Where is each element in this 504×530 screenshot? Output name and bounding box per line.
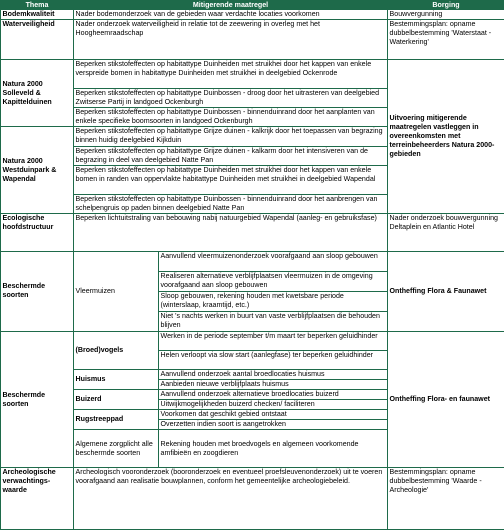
maatregel-vleer-1: Aanvullend vleermuizenonderzoek voorafgaand aan sloop gebouwen: [159, 251, 388, 271]
sub-huismus: Huismus: [74, 369, 159, 389]
table-row-eco: [1, 213, 504, 251]
table-row-archeo: [1, 468, 504, 530]
maatregel-vleer-3: Sloop gebouwen, rekening houden met kwetsbare periode (winterslaap, kraamtijd, etc.): [159, 291, 388, 311]
maatregel-vogels-1: Werken in de periode september t/m maart ter beperken geluidhinder: [159, 331, 388, 350]
theme-archeo: Archeologische verwachtings-waarde: [1, 468, 74, 530]
maatregel-eco: Beperken lichtuitstraling van bebouwing nabij natuurgebied Wapendal (aanleg- en gebruiksfase): [74, 213, 388, 251]
maatregel-natura2-1: Beperken stikstofeffecten op habitattype Grijze duinen - kalkrijk door het toepassen van begrazing binnen huidig deelgebied Kijkduin: [74, 127, 388, 146]
borging-archeo: Bestemmingsplan: opname dubbelbestemming 'Waarde - Archeologie': [388, 468, 504, 530]
theme-water: Waterveiligheid: [1, 20, 74, 60]
borging-water: Bestemmingsplan: opname dubbelbestemming 'Waterstaat - Waterkering': [388, 20, 504, 60]
maatregel-huismus-2: Aanbieden nieuwe verblijfplaats huismus: [159, 379, 388, 389]
borging-soorten-2: Ontheffing Flora- en faunawet: [388, 331, 504, 467]
theme-natura-westduinpark: Natura 2000 Westduinpark & Wapendal: [1, 127, 74, 213]
maatregel-vleer-4: Niet 's nachts werken in buurt van vaste verblijfplaatsen die behouden blijven: [159, 311, 388, 331]
maatregel-archeo: Archeologisch vooronderzoek (booronderzoek en eventueel proefsleuvenonderzoek) uit te voeren voorafgaand aan realisatie bouwplannen, conform het gemeentelijke archeologiebeleid.: [74, 468, 388, 530]
table-row-vleer-a: [1, 251, 504, 271]
theme-bodem: Bodemkwaliteit: [1, 10, 74, 20]
maatregel-natura2-3: Beperken stikstofeffecten op habitattype Duinheiden met struikhei door het kappen van enkele bomen in randen van oppervlakte habitattype Duinheiden met struikhei in deelgebied Wapendal: [74, 165, 388, 194]
borging-bodem: Bouwvergunning: [388, 10, 504, 20]
table-row-water: [1, 20, 504, 60]
maatregel-buizerd-2: Uitwijkmogelijkheden buizerd checken/ faciliteren: [159, 400, 388, 410]
borging-natura: Uitvoering mitigerende maatregelen vastleggen in overeenkomsten met terreinbeheerders Natura 2000-gebieden: [388, 60, 504, 214]
sub-rugstreeppad: Rugstreeppad: [74, 410, 159, 430]
table-row-natura1-a: [1, 60, 504, 89]
sub-buizerd: Buizerd: [74, 390, 159, 410]
theme-soorten-1: Beschermde soorten: [1, 251, 74, 331]
maatregel-vogels-2: Helen verloopt via slow start (aanlegfase) ter beperken geluidhinder: [159, 350, 388, 369]
theme-soorten-2: Beschermde soorten: [1, 331, 74, 467]
sub-broedvogels: (Broed)vogels: [74, 331, 159, 369]
maatregel-buizerd-1: Aanvullend onderzoek alternatieve broedlocaties buizerd: [159, 390, 388, 400]
sub-vleermuizen: Vleermuizen: [74, 251, 159, 331]
maatregel-rugstreeppad-1: Voorkomen dat geschikt gebied ontstaat: [159, 410, 388, 420]
theme-natura-solleveld: Natura 2000 Solleveld & Kapittelduinen: [1, 60, 74, 127]
maatregel-rugstreeppad-2: Overzetten indien soort is aangetrokken: [159, 420, 388, 430]
maatregel-natura1-3: Beperken stikstofeffecten op habitattype Duinbossen - binnenduinrand door het aanplanten van enkele specifieke boomsoorten in landgoed Ockenburgh: [74, 108, 388, 127]
header-theme: Thema: [1, 1, 74, 10]
maatregel-natura1-1: Beperken stikstofeffecten op habitattype Duinheiden met struikhei door het kappen van enkele verspreide bomen in habitattype Duinheiden met struikhei in deelgebied Ockenrode: [74, 60, 388, 89]
theme-eco: Ecologische hoofdstructuur: [1, 213, 74, 251]
header-borging: Borging: [388, 1, 504, 10]
sub-algemeen: Algemene zorgplicht alle beschermde soorten: [74, 430, 159, 468]
borging-eco: Nader onderzoek bouwvergunning Deltaplein en Atlantic Hotel: [388, 213, 504, 251]
maatregel-water: Nader onderzoek waterveiligheid in relatie tot de zeewering in overleg met het Hoogheemraadschap: [74, 20, 388, 60]
maatregel-vleer-2: Realiseren alternatieve verblijfplaatsen vleermuizen in de omgeving voorafgaand aan sloop gebouwen: [159, 271, 388, 291]
maatregel-bodem: Nader bodemonderzoek van de gebieden waar verdachte locaties voorkomen: [74, 10, 388, 20]
maatregel-natura2-2: Beperken stikstofeffecten op habitattype Grijze duinen - kalkarm door het intensiveren van de begrazing in deel van deelgebied Natte Pan: [74, 146, 388, 165]
maatregel-huismus-1: Aanvullend onderzoek aantal broedlocaties huismus: [159, 369, 388, 379]
table-header-row: [1, 1, 504, 10]
borging-soorten-1: Ontheffing Flora & Faunawet: [388, 251, 504, 331]
maatregel-natura2-4: Beperken stikstofeffecten op habitattype Duinbossen - binnenduinrand door het aanbrengen van schelpengruis op paden binnen deelgebied Natte Pan: [74, 194, 388, 213]
table-row-vogels-a: [1, 331, 504, 350]
header-maatregel: Mitigerende maatregel: [74, 1, 388, 10]
maatregel-natura1-2: Beperken stikstofeffecten op habitattype Duinbossen - droog door het uitrasteren van deelgebied Zwitserse Partij in landgoed Ockenburgh: [74, 89, 388, 108]
maatregel-algemeen: Rekening houden met broedvogels en algemeen voorkomende amfibieën en zoogdieren: [159, 430, 388, 468]
table-row-bodem: [1, 10, 504, 20]
